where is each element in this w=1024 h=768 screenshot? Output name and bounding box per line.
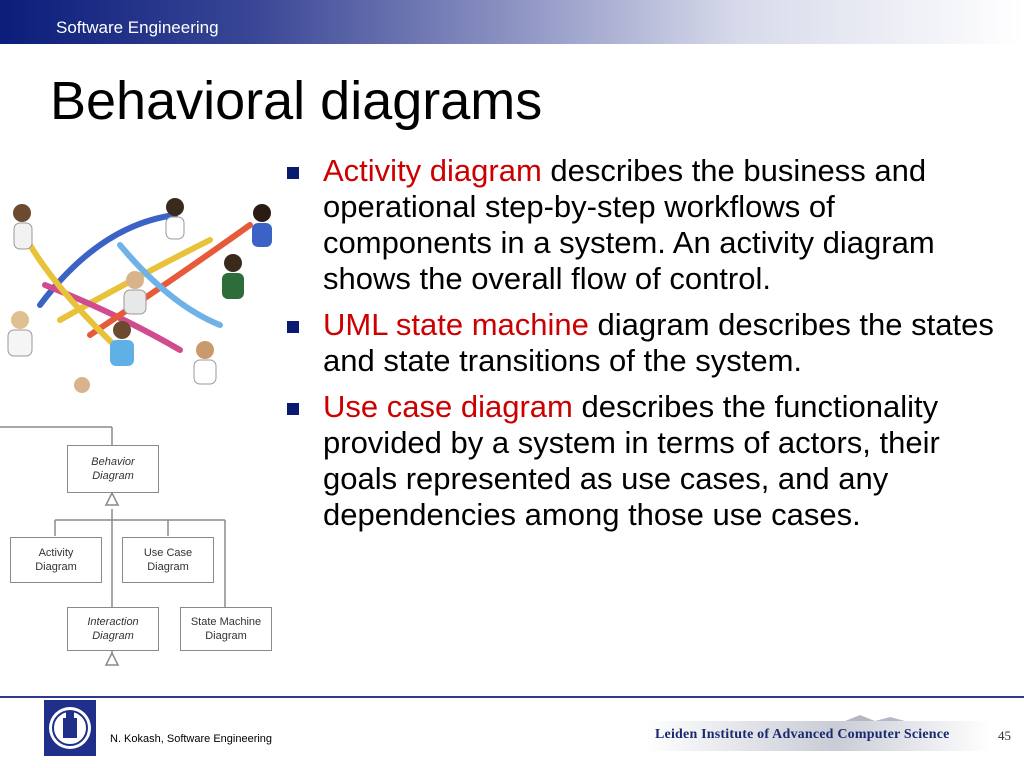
behavior-diagram-label-2: Diagram bbox=[92, 470, 134, 482]
bullet-text: diagram describes the states and state transitions of the system. bbox=[323, 307, 994, 378]
interaction-diagram-box bbox=[67, 607, 159, 651]
course-label: Software Engineering bbox=[56, 18, 219, 37]
footer-divider bbox=[0, 696, 1024, 698]
square-bullet-icon bbox=[287, 403, 299, 415]
use-case-diagram-label-2: Diagram bbox=[147, 561, 189, 573]
activity-diagram-box bbox=[10, 537, 102, 583]
bullet-use-case bbox=[287, 389, 1007, 533]
bullet-highlight: Use case diagram bbox=[323, 389, 573, 424]
state-machine-diagram-box bbox=[180, 607, 272, 651]
behavior-diagram-box bbox=[67, 445, 159, 493]
uml-behavior-diagram bbox=[0, 425, 275, 670]
use-case-diagram-box bbox=[122, 537, 214, 583]
slide-title: Behavioral diagrams bbox=[50, 71, 543, 131]
interaction-diagram-label-2: Diagram bbox=[92, 630, 134, 642]
square-bullet-icon bbox=[287, 321, 299, 333]
activity-photo bbox=[0, 185, 285, 395]
university-seal-icon bbox=[44, 700, 96, 756]
bullet-text: describes the functionality provided by a system in terms of actors, their goals represented as use cases, and any dependencies among those use cases. bbox=[323, 389, 940, 532]
bullet-list bbox=[287, 153, 1007, 543]
bullet-highlight: UML state machine bbox=[323, 307, 589, 342]
use-case-diagram-label-1: Use Case bbox=[143, 547, 193, 559]
bullet-text: describes the business and operational step-by-step workflows of components in a system. An activity diagram shows the overall flow of control. bbox=[323, 153, 935, 296]
interaction-diagram-label-1: Interaction bbox=[87, 616, 139, 628]
bullet-state-machine bbox=[287, 307, 1007, 379]
footer-author: N. Kokash, Software Engineering bbox=[110, 733, 273, 745]
institute-name: Leiden Institute of Advanced Computer Science bbox=[655, 727, 950, 742]
square-bullet-icon bbox=[287, 167, 299, 179]
behavior-diagram-label-1: Behavior bbox=[91, 456, 135, 468]
activity-diagram-label-2: Diagram bbox=[35, 561, 77, 573]
state-machine-diagram-label-1: State Machine bbox=[190, 616, 262, 628]
bullet-activity-diagram bbox=[287, 153, 1007, 297]
bullet-highlight: Activity diagram bbox=[323, 153, 542, 188]
state-machine-diagram-label-2: Diagram bbox=[205, 630, 247, 642]
page-number: 45 bbox=[998, 728, 1011, 743]
activity-diagram-label-1: Activity bbox=[38, 547, 74, 559]
